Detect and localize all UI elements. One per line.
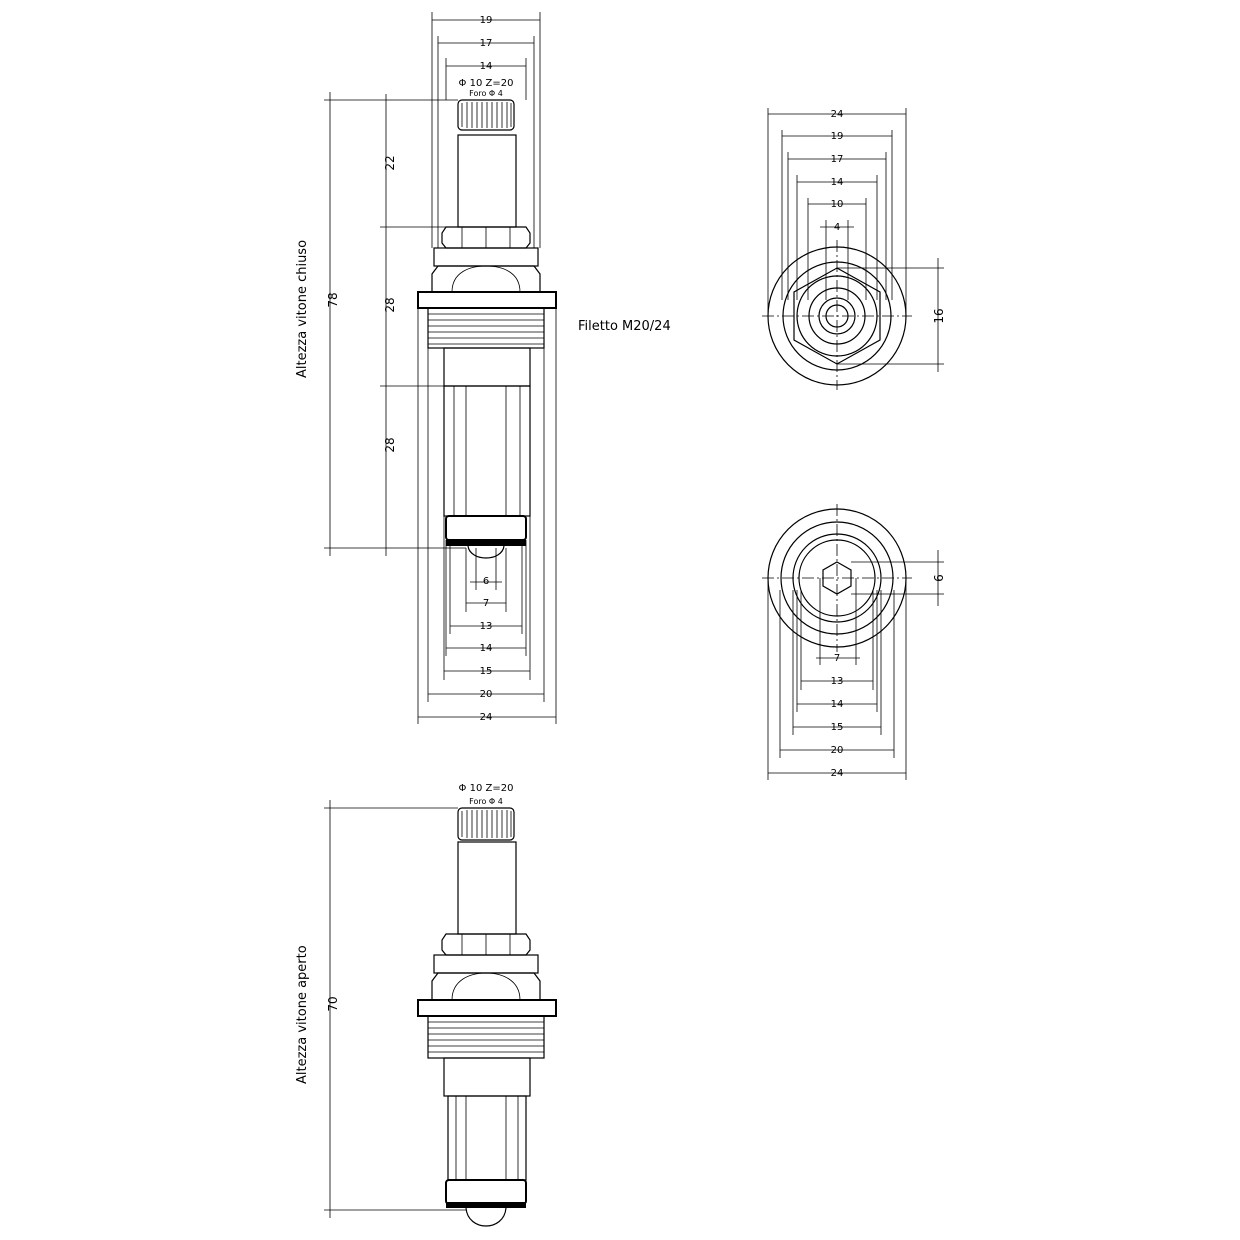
dim-28-lower: 28 [383, 437, 397, 453]
open-spline-head [458, 808, 514, 840]
dim-6: 6 [482, 576, 490, 587]
dim-78: 78 [326, 292, 340, 308]
bottom-view [762, 504, 946, 780]
tv-dim-4: 4 [833, 222, 841, 233]
gear-note: Φ 10 Z=20 [458, 78, 514, 89]
dim-17: 17 [479, 38, 493, 49]
open-gear-note: Φ 10 Z=20 [458, 783, 514, 794]
tv-dim-19: 19 [830, 131, 844, 142]
bv-dim-14: 14 [830, 699, 844, 710]
flange [418, 292, 556, 308]
bonnet-top [434, 248, 538, 266]
bv-dim-20: 20 [830, 745, 844, 756]
dim-24: 24 [479, 712, 493, 723]
body-upper [444, 348, 530, 386]
dim-19: 19 [479, 15, 493, 26]
open-hole-note: Foro Φ 4 [469, 797, 503, 806]
top-view [762, 108, 946, 390]
open-bonnet-hex [432, 973, 540, 1000]
tv-dim-14: 14 [830, 177, 844, 188]
open-body-lower [448, 1096, 526, 1180]
body-lower [444, 386, 530, 516]
height-label-closed: Altezza vitone chiuso [295, 239, 310, 378]
open-dome [466, 1208, 506, 1226]
open-flange [418, 1000, 556, 1016]
dim-13: 13 [479, 621, 493, 632]
tv-dim-16: 16 [932, 308, 946, 324]
spline-head [458, 100, 514, 130]
open-view [295, 783, 556, 1226]
open-thread [428, 1016, 544, 1058]
bv-dim-13: 13 [830, 676, 844, 687]
bottom-ring [446, 516, 526, 540]
bv-dim-6: 6 [932, 574, 946, 582]
thread-note: Filetto M20/24 [578, 319, 671, 334]
hole-note: Foro Φ 4 [469, 89, 503, 98]
stem [458, 135, 516, 227]
closed-view [295, 12, 671, 724]
dim-70: 70 [326, 996, 340, 1012]
tv-dim-24: 24 [830, 109, 844, 120]
open-seal [446, 1202, 526, 1208]
thread [428, 308, 544, 348]
height-label-open: Altezza vitone aperto [295, 945, 310, 1084]
dim-22: 22 [383, 155, 397, 171]
seal [446, 540, 526, 546]
bv-dim-15: 15 [830, 722, 844, 733]
dim-15: 15 [479, 666, 493, 677]
bonnet-hex [432, 266, 540, 292]
dim-28-upper: 28 [383, 297, 397, 313]
open-body-upper [444, 1058, 530, 1096]
open-bonnet-top [434, 955, 538, 973]
dim-14-b: 14 [479, 643, 493, 654]
tv-dim-17: 17 [830, 154, 844, 165]
dim-7: 7 [482, 598, 490, 609]
bv-dim-24: 24 [830, 768, 844, 779]
dim-14: 14 [479, 61, 493, 72]
dome [468, 546, 504, 558]
open-bottom-ring [446, 1180, 526, 1204]
bv-dim-7: 7 [833, 653, 841, 664]
dim-20: 20 [479, 689, 493, 700]
open-stem [458, 842, 516, 934]
tv-dim-10: 10 [830, 199, 844, 210]
